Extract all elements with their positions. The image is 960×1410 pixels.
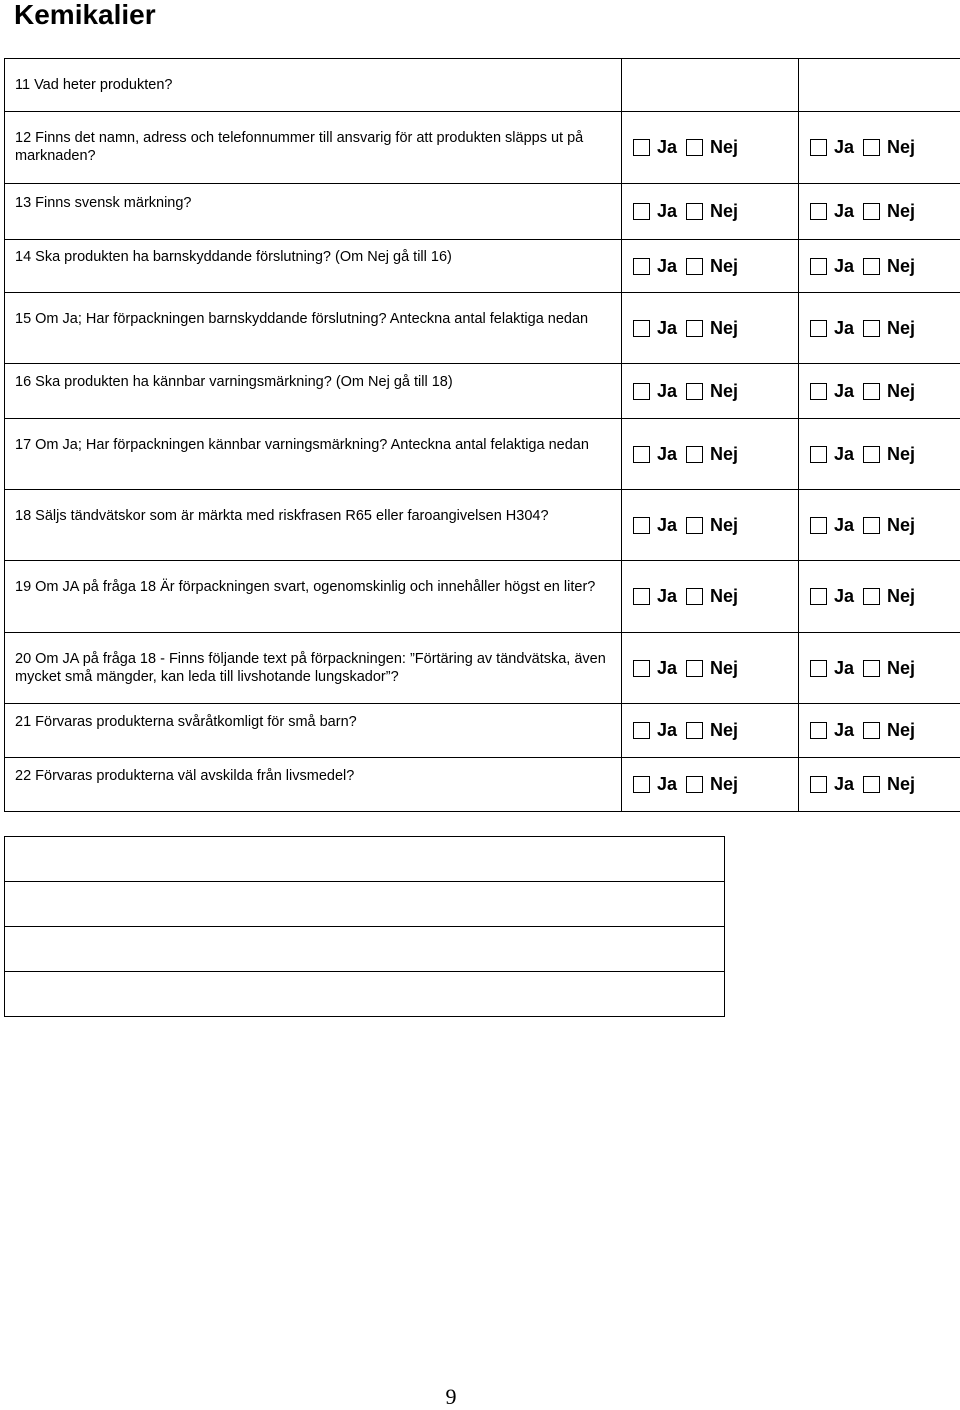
answer-cell xyxy=(799,633,960,704)
nej-checkbox[interactable] xyxy=(686,258,703,275)
ja-label: Ja xyxy=(657,256,686,277)
nej-checkbox[interactable] xyxy=(686,139,703,156)
question-text: 11 Vad heter produkten? xyxy=(15,76,613,94)
nej-label: Nej xyxy=(710,658,750,679)
nej-label: Nej xyxy=(887,201,927,222)
answer-options xyxy=(622,318,798,339)
ja-label: Ja xyxy=(834,201,863,222)
question-text: 16 Ska produkten ha kännbar varningsmärkning? (Om Nej gå till 18) xyxy=(15,373,613,391)
notes-row xyxy=(5,972,725,1017)
ja-label: Ja xyxy=(657,444,686,465)
question-cell xyxy=(5,490,622,561)
notes-cell[interactable] xyxy=(5,927,725,972)
nej-checkbox[interactable] xyxy=(863,588,880,605)
nej-label: Nej xyxy=(887,774,927,795)
nej-checkbox[interactable] xyxy=(686,776,703,793)
answer-options xyxy=(622,658,798,679)
answer-cell xyxy=(799,561,960,633)
ja-label: Ja xyxy=(657,774,686,795)
answer-options xyxy=(799,720,960,741)
nej-label: Nej xyxy=(710,444,750,465)
nej-checkbox[interactable] xyxy=(686,203,703,220)
ja-label: Ja xyxy=(834,256,863,277)
nej-checkbox[interactable] xyxy=(863,139,880,156)
ja-checkbox[interactable] xyxy=(633,258,650,275)
question-text: 19 Om JA på fråga 18 Är förpackningen svart, ogenomskinlig och innehåller högst en liter? xyxy=(15,561,613,596)
question-row xyxy=(5,490,960,561)
question-cell xyxy=(5,112,622,184)
answer-options xyxy=(799,256,960,277)
nej-checkbox[interactable] xyxy=(686,446,703,463)
ja-label: Ja xyxy=(834,586,863,607)
nej-label: Nej xyxy=(887,444,927,465)
ja-checkbox[interactable] xyxy=(810,588,827,605)
nej-label: Nej xyxy=(710,586,750,607)
answer-cell xyxy=(622,293,799,364)
nej-label: Nej xyxy=(887,318,927,339)
nej-checkbox[interactable] xyxy=(686,383,703,400)
nej-checkbox[interactable] xyxy=(686,660,703,677)
ja-checkbox[interactable] xyxy=(633,660,650,677)
question-row xyxy=(5,59,960,112)
question-text: 20 Om JA på fråga 18 - Finns följande text på förpackningen: ”Förtäring av tändvätska, även mycket små mängder, kan leda till livshotande lungskador”? xyxy=(15,633,613,686)
ja-checkbox[interactable] xyxy=(633,776,650,793)
answer-cell xyxy=(799,240,960,293)
nej-checkbox[interactable] xyxy=(686,320,703,337)
ja-checkbox[interactable] xyxy=(633,588,650,605)
answer-cell xyxy=(622,184,799,240)
ja-checkbox[interactable] xyxy=(633,203,650,220)
question-row xyxy=(5,704,960,758)
question-row xyxy=(5,633,960,704)
nej-checkbox[interactable] xyxy=(863,776,880,793)
ja-checkbox[interactable] xyxy=(633,446,650,463)
ja-label: Ja xyxy=(657,720,686,741)
notes-cell[interactable] xyxy=(5,882,725,927)
ja-checkbox[interactable] xyxy=(810,517,827,534)
ja-label: Ja xyxy=(657,586,686,607)
ja-checkbox[interactable] xyxy=(810,776,827,793)
page-title: Kemikalier xyxy=(14,0,156,32)
question-cell xyxy=(5,240,622,293)
answer-cell xyxy=(622,490,799,561)
question-cell xyxy=(5,419,622,490)
answer-options xyxy=(799,444,960,465)
nej-label: Nej xyxy=(710,201,750,222)
nej-checkbox[interactable] xyxy=(863,383,880,400)
notes-row xyxy=(5,882,725,927)
answer-options xyxy=(799,318,960,339)
ja-label: Ja xyxy=(834,515,863,536)
nej-label: Nej xyxy=(887,256,927,277)
nej-label: Nej xyxy=(887,137,927,158)
question-text: 17 Om Ja; Har förpackningen kännbar varningsmärkning? Anteckna antal felaktiga nedan xyxy=(15,419,613,454)
answer-options xyxy=(799,658,960,679)
ja-label: Ja xyxy=(834,720,863,741)
answer-cell xyxy=(799,59,960,112)
ja-label: Ja xyxy=(657,318,686,339)
ja-label: Ja xyxy=(834,774,863,795)
answer-cell xyxy=(622,112,799,184)
ja-label: Ja xyxy=(834,318,863,339)
question-cell xyxy=(5,633,622,704)
question-cell xyxy=(5,704,622,758)
question-text: 13 Finns svensk märkning? xyxy=(15,194,613,212)
nej-checkbox[interactable] xyxy=(863,722,880,739)
ja-label: Ja xyxy=(657,201,686,222)
nej-checkbox[interactable] xyxy=(863,258,880,275)
answer-cell xyxy=(799,704,960,758)
ja-checkbox[interactable] xyxy=(810,660,827,677)
ja-label: Ja xyxy=(657,137,686,158)
ja-label: Ja xyxy=(834,137,863,158)
ja-label: Ja xyxy=(657,658,686,679)
ja-label: Ja xyxy=(657,515,686,536)
question-text: 18 Säljs tändvätskor som är märkta med riskfrasen R65 eller faroangivelsen H304? xyxy=(15,490,613,525)
ja-checkbox[interactable] xyxy=(810,139,827,156)
ja-checkbox[interactable] xyxy=(810,383,827,400)
nej-label: Nej xyxy=(710,774,750,795)
answer-options xyxy=(799,381,960,402)
answer-options xyxy=(622,256,798,277)
nej-label: Nej xyxy=(887,381,927,402)
answer-options xyxy=(799,201,960,222)
answer-cell xyxy=(622,240,799,293)
answer-options xyxy=(799,586,960,607)
answer-options xyxy=(622,774,798,795)
questions-table xyxy=(4,58,960,812)
nej-label: Nej xyxy=(710,137,750,158)
answer-options xyxy=(799,774,960,795)
nej-label: Nej xyxy=(710,318,750,339)
ja-label: Ja xyxy=(657,381,686,402)
answer-cell xyxy=(799,490,960,561)
answer-options xyxy=(622,515,798,536)
nej-label: Nej xyxy=(887,720,927,741)
nej-label: Nej xyxy=(710,720,750,741)
question-cell xyxy=(5,758,622,812)
question-row xyxy=(5,112,960,184)
answer-cell xyxy=(622,561,799,633)
ja-checkbox[interactable] xyxy=(810,258,827,275)
question-text: 15 Om Ja; Har förpackningen barnskyddande förslutning? Anteckna antal felaktiga nedan xyxy=(15,293,613,328)
answer-options xyxy=(622,381,798,402)
ja-checkbox[interactable] xyxy=(810,320,827,337)
question-cell xyxy=(5,364,622,419)
answer-options xyxy=(622,137,798,158)
nej-label: Nej xyxy=(887,515,927,536)
ja-checkbox[interactable] xyxy=(633,517,650,534)
question-row xyxy=(5,364,960,419)
question-text: 12 Finns det namn, adress och telefonnummer till ansvarig för att produkten släpps ut på marknaden? xyxy=(15,112,613,165)
question-row xyxy=(5,240,960,293)
nej-checkbox[interactable] xyxy=(863,320,880,337)
nej-checkbox[interactable] xyxy=(863,660,880,677)
nej-label: Nej xyxy=(710,381,750,402)
page-number: 9 xyxy=(0,1384,902,1410)
ja-checkbox[interactable] xyxy=(810,446,827,463)
ja-label: Ja xyxy=(834,381,863,402)
question-cell xyxy=(5,59,622,112)
question-row xyxy=(5,561,960,633)
answer-cell xyxy=(799,419,960,490)
question-cell xyxy=(5,561,622,633)
ja-checkbox[interactable] xyxy=(633,383,650,400)
nej-label: Nej xyxy=(887,658,927,679)
nej-checkbox[interactable] xyxy=(863,446,880,463)
ja-checkbox[interactable] xyxy=(810,722,827,739)
question-row xyxy=(5,293,960,364)
ja-checkbox[interactable] xyxy=(633,320,650,337)
answer-options xyxy=(622,586,798,607)
answer-cell xyxy=(622,419,799,490)
ja-label: Ja xyxy=(834,444,863,465)
nej-label: Nej xyxy=(887,586,927,607)
answer-cell xyxy=(622,704,799,758)
question-text: 22 Förvaras produkterna väl avskilda från livsmedel? xyxy=(15,767,613,785)
nej-checkbox[interactable] xyxy=(863,517,880,534)
notes-cell[interactable] xyxy=(5,837,725,882)
answer-options xyxy=(622,720,798,741)
ja-label: Ja xyxy=(834,658,863,679)
answer-cell xyxy=(799,293,960,364)
answer-options xyxy=(799,515,960,536)
notes-cell[interactable] xyxy=(5,972,725,1017)
notes-row xyxy=(5,927,725,972)
question-row xyxy=(5,758,960,812)
question-row xyxy=(5,184,960,240)
notes-table xyxy=(4,836,725,1017)
question-row xyxy=(5,419,960,490)
answer-cell xyxy=(799,758,960,812)
nej-label: Nej xyxy=(710,515,750,536)
answer-cell xyxy=(799,184,960,240)
nej-label: Nej xyxy=(710,256,750,277)
nej-checkbox[interactable] xyxy=(686,722,703,739)
ja-checkbox[interactable] xyxy=(633,722,650,739)
nej-checkbox[interactable] xyxy=(686,588,703,605)
answer-cell xyxy=(799,364,960,419)
question-text: 14 Ska produkten ha barnskyddande förslutning? (Om Nej gå till 16) xyxy=(15,248,613,266)
question-text: 21 Förvaras produkterna svåråtkomligt för små barn? xyxy=(15,713,613,731)
answer-cell xyxy=(622,59,799,112)
notes-row xyxy=(5,837,725,882)
question-cell xyxy=(5,293,622,364)
nej-checkbox[interactable] xyxy=(863,203,880,220)
nej-checkbox[interactable] xyxy=(686,517,703,534)
ja-checkbox[interactable] xyxy=(810,203,827,220)
question-cell xyxy=(5,184,622,240)
answer-options xyxy=(622,201,798,222)
answer-cell xyxy=(622,364,799,419)
answer-cell xyxy=(622,633,799,704)
answer-cell xyxy=(622,758,799,812)
answer-cell xyxy=(799,112,960,184)
ja-checkbox[interactable] xyxy=(633,139,650,156)
answer-options xyxy=(799,137,960,158)
answer-options xyxy=(622,444,798,465)
